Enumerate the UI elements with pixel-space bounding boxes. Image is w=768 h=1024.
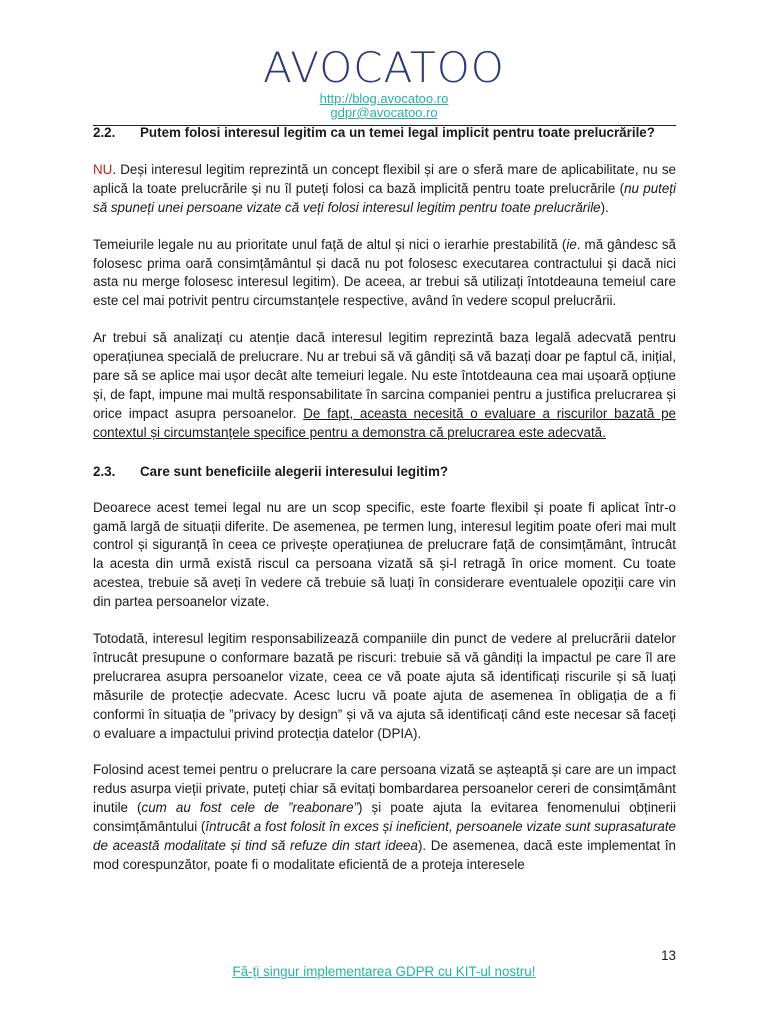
text: . mă gândesc să folosesc prima oară consimțământul și dacă nu pot folosesc executarea contractului și dacă nici asta nu merge folosesc interesul legitim). De aceea, ar trebui să utilizați întotdeauna temeiul care este cel mai potrivit pentru circumstanțele respective, având în vedere scopul prelucrării. (93, 236, 676, 309)
paragraph: Totodată, interesul legitim responsabilizează companiile din punct de vedere al prelucrării datelor întrucât presupune o conformare bazată pe riscuri: trebuie să vă gândiți la impactul pe care îl are prelucrarea asupra persoanelor vizate, ceea ce vă poate ajuta să identificați riscurile și să luați măsurile de protecție adecvate. Acesc lucru vă poate ajuta de asemenea în obligația de a fi conformi în situația de ”privacy by design” și vă va ajuta să identificați când este necesar să faceți o evaluare a impactului privind protecția datelor (DPIA). (93, 631, 676, 741)
page-number: 13 (661, 948, 676, 963)
avocatoo-logo: AVOCATOO (263, 43, 505, 92)
italic-text: nu puteți să spuneți unei persoane vizate că veți folosi interesul legitim pentru toate prelucrările (93, 180, 677, 215)
text: Ar trebui să analizați cu atenție dacă interesul legitim reprezintă baza legală adecvată pentru operațiunea specială de prelucrare. Nu ar trebui să vă gândiți să vă bazați doar pe faptul că, inițial, pare să se aplice mai ușor decât alte temeiuri legale. Nu este întotdeauna cea mai ușoară opțiune și, de fapt, impune mai multă responsabilitate în sarcina companiei pentru a justifica prelucrarea și orice impact asupra persoanelor. (93, 330, 676, 421)
section-number: 2.2. (93, 125, 116, 140)
section-title: Care sunt beneficiile alegerii interesului legitim? (140, 463, 449, 479)
section-title: Putem folosi interesul legitim ca un temei legal implicit pentru toate prelucrările? (140, 125, 655, 140)
section-2-2-heading (93, 124, 676, 143)
paragraph (93, 329, 676, 442)
italic-text: întrucât a fost folosit în exces și ineficient, persoanele vizate sunt suprasaturate de această modalitate și tind să refuze din start ideea (93, 819, 676, 854)
paragraph (93, 761, 676, 874)
underlined-text: De fapt, aceasta necesită o evaluare a riscurilor bazată pe contextul și circumstanțele specifice pentru a demonstra că prelucrarea este adecvată. (93, 405, 676, 440)
text: Folosind acest temei pentru o prelucrare la care persoana vizată se așteaptă și care are un impact redus asurpa vieții private, puteți chiar să evitați bombardarea persoanelor cereri de consimțământ inutile ( (93, 762, 676, 816)
promo-link[interactable]: Fă-ți singur implementarea GDPR cu KIT-ul nostru! (232, 964, 536, 979)
text: Temeiurile legale nu au prioritate unul față de altul și nici o ierarhie prestabilită ( (93, 236, 567, 252)
section-number: 2.3. (93, 463, 116, 479)
italic-text: ie (566, 236, 577, 252)
text: . Deși interesul legitim reprezintă un concept flexibil și are o sferă mare de aplicabilitate, nu se aplică la toate prelucrările și nu îl puteți folosi ca bază implicită pentru toate prelucrările ( (93, 161, 676, 196)
paragraph (93, 236, 676, 312)
text: ). (600, 199, 609, 215)
paragraph: Deoarece acest temei legal nu are un scop specific, este foarte flexibil și poate fi aplicat într-o gamă largă de situații diferite. De asemenea, pe termen lung, interesul legitim poate oferi mai mult control și siguranță în ceea ce privește operațiunea de prelucrare față de consimțământ, întrucât la acesta din urmă există riscul ca persoana vizată să și-l retragă în orice moment. Cu toate acestea, trebuie să aveți în vedere că trebuie să luați în considerare eventualele opoziții care vin din partea persoanelor vizate. (93, 499, 676, 610)
text: ) și poate ajuta la evitarea fenomenului obținerii consimțământului ( (93, 800, 676, 835)
paragraph (93, 161, 676, 218)
document-body (93, 124, 676, 875)
page-header (0, 44, 768, 120)
section-2-3-heading (93, 463, 676, 482)
emphasis-no: NU (93, 161, 113, 177)
italic-text: cum au fost cele de ”reabonare” (141, 800, 359, 816)
text: ). De asemenea, dacă este implementat în mod corespunzător, poate fi o modalitate eficientă de a proteja interesele (93, 838, 677, 872)
blog-link[interactable]: http://blog.avocatoo.ro (319, 91, 449, 106)
email-link[interactable]: gdpr@avocatoo.ro (330, 105, 438, 120)
